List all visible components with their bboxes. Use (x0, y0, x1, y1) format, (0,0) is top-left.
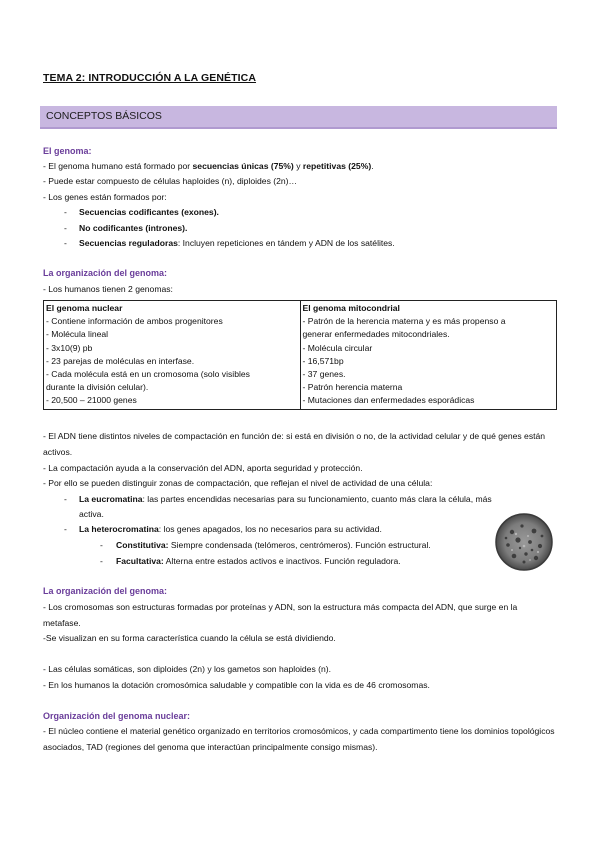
bullet-dash: - (64, 238, 67, 248)
organization-heading: La organización del genoma: (43, 268, 168, 278)
compaction-paragraph-1: - El ADN tiene distintos niveles de compactación en función de: si está en división o no, de la actividad celular y de qué genes están activos. (43, 431, 546, 457)
nucleus-micrograph-image (494, 512, 554, 572)
mito-item: - 37 genes. (302, 369, 346, 380)
nuclear-item: - 20,500 – 21000 genes (46, 395, 137, 406)
compaction-paragraph-3: - Por ello se pueden distinguir zonas de compactación, que reflejan el nivel de actividad de una célula: (43, 478, 433, 488)
section-title: CONCEPTOS BÁSICOS (46, 110, 162, 122)
mito-item: - Molécula circular (302, 342, 373, 353)
mito-item: generar enfermedades mitocondriales. (302, 329, 450, 340)
genome-bullet-3: Secuencias reguladoras: Incluyen repeticiones en tándem y ADN de los satélites. (79, 238, 395, 248)
bullet-dash: - (64, 223, 67, 233)
genome-heading: El genoma: (43, 146, 92, 156)
chromosome-paragraph-4: - En los humanos la dotación cromosómica saludable y compatible con la vida es de 46 cromosomas. (43, 680, 430, 690)
genome-bullet-2: No codificantes (intrones). (79, 223, 188, 233)
organization-intro: - Los humanos tienen 2 genomas: (43, 284, 173, 294)
genome-line-2: - Puede estar compuesto de células haploides (n), diploides (2n)… (43, 176, 298, 186)
chromosome-paragraph-1: - Los cromosomas son estructuras formadas por proteínas y ADN, son la estructura más compacta del ADN, que surge en la metafase. (43, 602, 518, 628)
nuclear-item: - Molécula lineal (46, 329, 109, 340)
compaction-paragraph-2: - La compactación ayuda a la conservación del ADN, aporta seguridad y protección. (43, 463, 363, 473)
nuclear-genome-header: El genoma nuclear (46, 303, 123, 313)
bullet-dash: - (64, 524, 67, 534)
mito-item: - 16,571bp (302, 355, 344, 366)
mito-item: - Patrón de la herencia materna y es más propenso a (302, 316, 506, 327)
nuclear-item: - Cada molécula está en un cromosoma (solo visibles (46, 369, 250, 380)
organization-heading-2: La organización del genoma: (43, 586, 168, 596)
nuclear-item: durante la división celular). (46, 382, 149, 393)
mitochondrial-genome-header: El genoma mitocondrial (302, 303, 400, 313)
mito-item: - Mutaciones dan enfermedades esporádicas (302, 395, 475, 406)
genome-bullet-1: Secuencias codificantes (exones). (79, 207, 219, 217)
euchromatin-item-cont: activa. (79, 509, 104, 519)
genome-line-1: - El genoma humano está formado por secuencias únicas (75%) y repetitivas (25%). (43, 161, 374, 171)
nuclear-genome-cell (44, 301, 301, 410)
bullet-dash: - (64, 494, 67, 504)
nuclear-item: - Contiene información de ambos progenitores (46, 316, 223, 327)
nuclear-organization-heading: Organización del genoma nuclear: (43, 711, 191, 721)
section-banner (40, 106, 557, 129)
nuclear-item: - 3x10(9) pb (46, 342, 93, 353)
heterochromatin-item: La heterocromatina: los genes apagados, los no necesarios para su actividad. (79, 524, 382, 534)
page-title: TEMA 2: INTRODUCCIÓN A LA GENÉTICA (43, 72, 257, 84)
facultative-item: Facultativa: Alterna entre estados activos e inactivos. Función reguladora. (116, 556, 401, 566)
chromosome-paragraph-2: -Se visualizan en su forma característica cuando la célula se está dividiendo. (43, 633, 336, 643)
bullet-dash: - (100, 540, 103, 550)
genome-comparison-table (43, 300, 557, 410)
constitutive-item: Constitutiva: Siempre condensada (telómeros, centrómeros). Función estructural. (116, 540, 431, 550)
mitochondrial-genome-cell (300, 301, 557, 410)
mito-item: - Patrón herencia materna (302, 382, 403, 393)
bullet-dash: - (100, 556, 103, 566)
nuclear-item: - 23 parejas de moléculas en interfase. (46, 355, 195, 366)
chromosome-paragraph-3: - Las células somáticas, son diploides (2n) y los gametos son haploides (n). (43, 664, 332, 674)
euchromatin-item: La eucromatina: las partes encendidas necesarias para su funcionamiento, cuanto más clara la célula, más (79, 494, 492, 504)
nuclear-organization-paragraph: - El núcleo contiene el material genético organizado en territorios cromosómicos, y cada compartimento tiene los dominios topológicos asociados, TAD (regiones del genoma que interactúan principalmente consigo mismas). (43, 726, 555, 752)
bullet-dash: - (64, 207, 67, 217)
genome-line-3: - Los genes están formados por: (43, 192, 167, 202)
